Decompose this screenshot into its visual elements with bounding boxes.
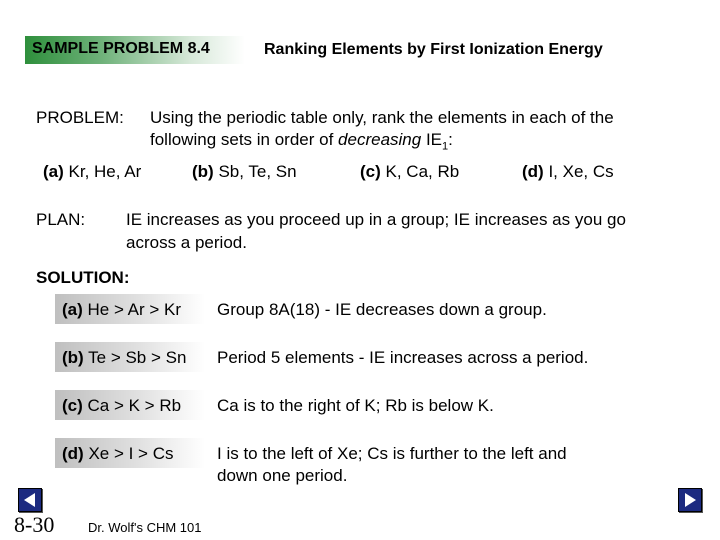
problem-line-2: following sets in order of decreasing $IE_1$: [150, 130, 453, 153]
answer-c: (c) Ca > K > Rb [62, 396, 182, 415]
arrow-left-icon [19, 489, 41, 511]
explanation-d-line-2: down one period. [217, 466, 348, 485]
arrow-right-icon [679, 489, 701, 511]
set-b: (b) Sb, Te, Sn [192, 162, 297, 181]
answer-b: (b) Te > Sb > Sn [62, 348, 187, 367]
set-c: (c) K, Ca, Rb [360, 162, 460, 181]
plan-label: PLAN: [36, 210, 86, 229]
plan-line-1: IE increases as you proceed up in a group; IE increases as you go [126, 210, 626, 229]
explanation-b: Period 5 elements - IE increases across a period. [217, 348, 589, 367]
slide-number: 8-30 [14, 512, 55, 537]
next-slide-button[interactable] [678, 488, 702, 512]
explanation-c: Ca is to the right of K; Rb is below K. [217, 396, 494, 415]
answer-a: (a) He > Ar > Kr [62, 300, 182, 319]
problem-label: PROBLEM: [36, 108, 124, 127]
previous-slide-button[interactable] [18, 488, 42, 512]
set-d: (d) I, Xe, Cs [522, 162, 614, 181]
sample-problem-label: SAMPLE PROBLEM 8.4 [32, 40, 210, 57]
answer-d: (d) Xe > I > Cs [62, 444, 174, 463]
explanation-d-line-1: I is to the left of Xe; Cs is further to the left and [217, 444, 567, 463]
problem-line-1: Using the periodic table only, rank the elements in each of the [150, 108, 614, 127]
solution-label: SOLUTION: [36, 268, 130, 287]
explanation-a: Group 8A(18) - IE decreases down a group. [217, 300, 547, 319]
plan-line-2: across a period. [126, 233, 247, 252]
set-a: (a) Kr, He, Ar [43, 162, 142, 181]
slide-title: Ranking Elements by First Ionization Energy [264, 41, 603, 58]
footer-credit: Dr. Wolf's CHM 101 [88, 520, 202, 535]
